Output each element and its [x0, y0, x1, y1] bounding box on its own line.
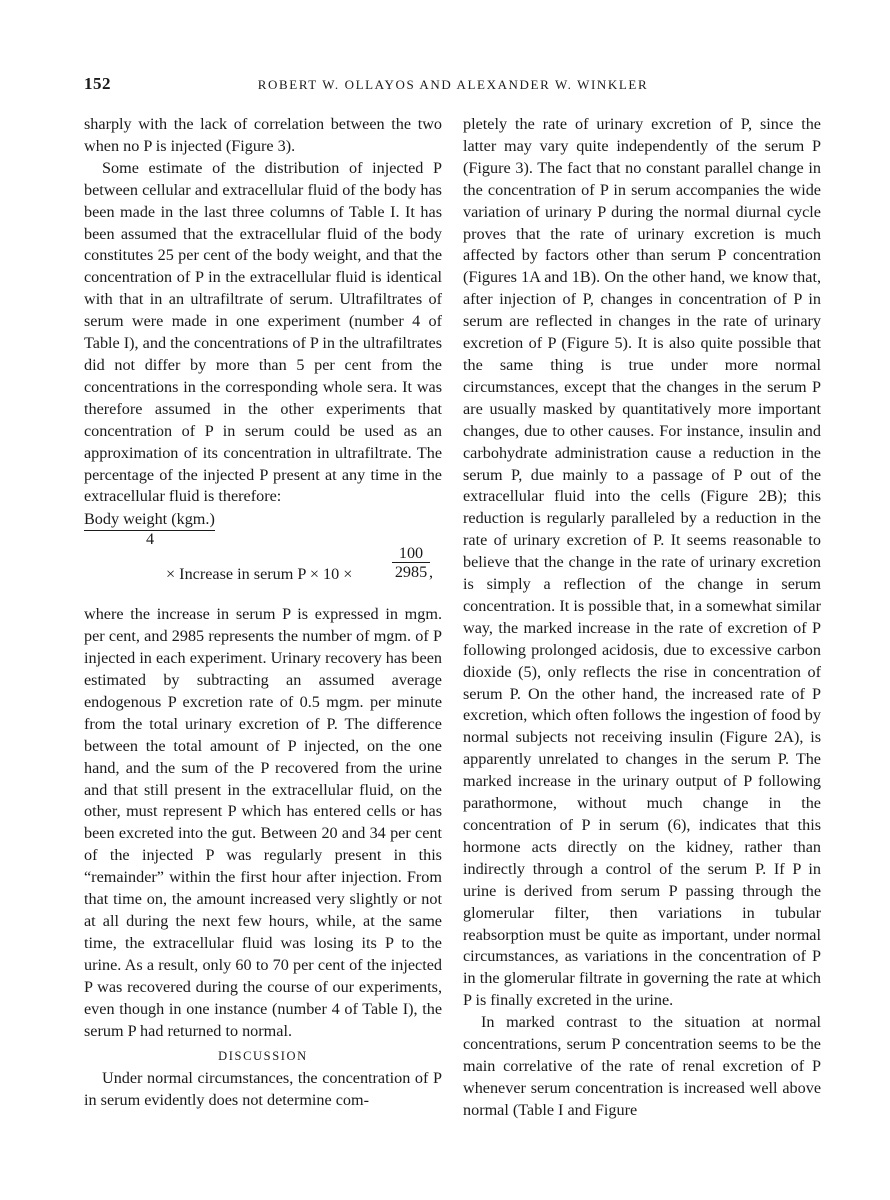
page-number: 152 [84, 74, 111, 93]
formula-numerator: Body weight (kgm.) [84, 508, 215, 531]
right-column [463, 114, 821, 1122]
left-paragraph-4: Under normal circumstances, the concentration of P in serum evidently does not determine com- [84, 1069, 442, 1110]
running-head: ROBERT W. OLLAYOS AND ALEXANDER W. WINKLER [257, 77, 649, 92]
formula-fraction-denominator: 2985 [394, 563, 428, 582]
formula-denominator: 4 [146, 530, 155, 549]
formula [84, 508, 442, 604]
formula-main-expression: × Increase in serum P × 10 × [166, 565, 353, 584]
right-paragraph-1: pletely the rate of urinary excretion of P, since the latter may vary quite independently of the serum P (Figure 3). The fact that no constant parallel change in the concentration of P in serum accompanies the wide variation of urinary P during the normal diurnal cycle proves that the rate of urinary excretion is much affected by factors other than serum P concentration (Figures 1A and 1B). On the other hand, we know that, after injection of P, changes in concentration of P in serum are reflected in changes in the rate of urinary excretion of P (Figure 5). It is also quite possible that the same thing is true under more normal circumstances, except that the changes in the serum P are usually masked by quantitatively more important changes, due to other causes. For instance, insulin and carbohydrate administration cause a reduction in the serum P, due mainly to a passage of P out of the extracellular fluid into the cells (Figure 2B); this reduction is regularly paralleled by a reduction in the rate of urinary excretion of P. It seems reasonable to believe that the change in the rate of urinary excretion is simply a reflection of the change in serum concentration. It is possible that, in a somewhat similar way, the marked increase in the rate of excretion of P following prolonged acidosis, due to excessive carbon dioxide (5), only reflects the rise in concentration of serum P. On the other hand, the increased rate of P excretion, which often follows the ingestion of food by normal subjects not receiving insulin (Figure 2A), is apparently unrelated to changes in the serum P. The marked increase in the urinary output of P following parathormone, without much change in the concentration of P in serum (6), indicates that this hormone acts directly on the kidney, rather than indirectly through a control of the serum P. If P in urine is derived from serum P passing through the glomerular filter, then variations in tubular reabsorption must be quite as important, under normal circumstances, as variations in the concentration of P in the glomerular filtrate in governing the rate at which P is finally excreted in the urine. [463, 115, 821, 1010]
formula-small-fraction [392, 544, 430, 581]
right-paragraph-2: In marked contrast to the situation at normal concentrations, serum P concentration seems to be the main correlative of the rate of renal excretion of P whenever serum concentration is increased well above normal (Table I and Figure [463, 1013, 821, 1119]
section-heading-discussion: DISCUSSION [218, 1049, 308, 1064]
formula-trailing-comma: , [429, 563, 434, 582]
left-paragraph-2: Some estimate of the distribution of injected P between cellular and extracellular fluid of the body has been made in the last three columns of Table I. It has been assumed that the extracellular fluid of the body constitutes 25 per cent of the body weight, and that the concentration of P in the extracellular fluid is identical with that in an ultrafiltrate of serum. Ultrafiltrates of serum were made in one experiment (number 4 of Table I), and the concentrations of P in the ultrafiltrates did not differ by more than 5 per cent from the concentrations in the corresponding whole sera. It was therefore assumed in the other experiments that concentration of P in serum could be used as an approximation of its concentration in ultrafiltrate. The percentage of the injected P present at any time in the extracellular fluid is therefore: [84, 158, 442, 506]
left-paragraph-3: where the increase in serum P is expressed in mgm. per cent, and 2985 represents the number of mgm. of P injected in each experiment. Urinary recovery has been estimated by subtracting an assumed average endogenous P excretion rate of 0.5 mgm. per minute from the total urinary excretion of P. The difference between the total amount of P injected, on the one hand, and the sum of the P recovered from the urine and that still present in the extracellular fluid, on the other, must represent P which has entered cells or has been excreted into the gut. Between 20 and 34 per cent of the injected P was regularly present in this “remainder” within the first hour after injection. From that time on, the amount increased very slightly or not at all during the next few hours, while, at the same time, the extracellular fluid was losing its P to the urine. As a result, only 60 to 70 per cent of the injected P was recovered during the course of our experiments, even though in one instance (number 4 of Table I), the serum P had returned to normal. [84, 605, 442, 1040]
left-paragraph-1: sharply with the lack of correlation between the two when no P is injected (Figure 3). [84, 115, 442, 155]
page-header [84, 74, 822, 98]
left-column [84, 114, 442, 1112]
formula-fraction-numerator: 100 [392, 544, 430, 563]
